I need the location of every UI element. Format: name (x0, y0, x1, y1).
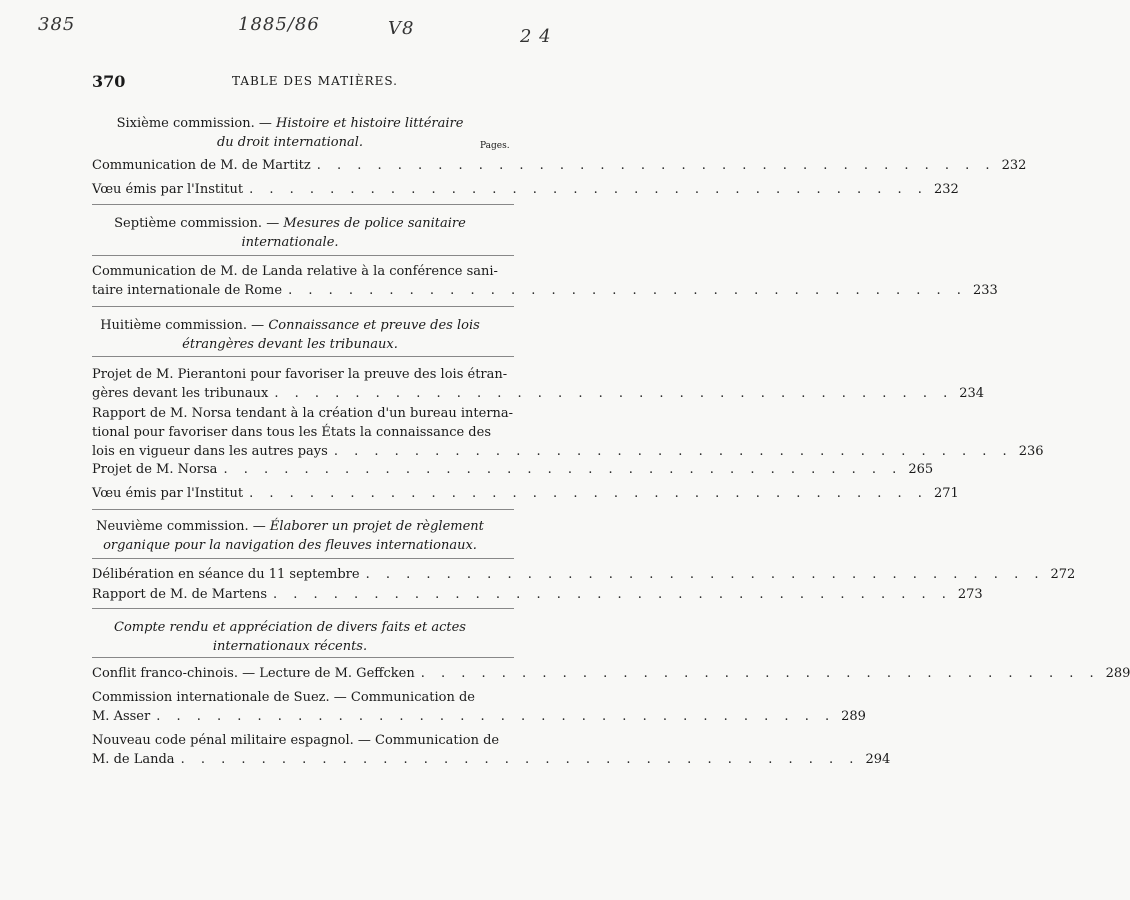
entry-text: gères devant les tribunaux (92, 386, 269, 401)
toc-entry[interactable] (92, 180, 959, 199)
divider (92, 558, 514, 559)
section-prefix: Sixième commission. — (116, 116, 272, 131)
entry-page: 265 (908, 462, 934, 477)
entry-text: Rapport de M. Norsa tendant à la création d'un bureau interna- (92, 406, 514, 421)
section-heading-10 (92, 618, 488, 656)
dot-leader: . . . . . . . . . . . . . . . . . . . . . . . . . . . . . . . . . . (156, 709, 836, 724)
dot-leader: . . . . . . . . . . . . . . . . . . . . . . . . . . . . . . . . . . (274, 386, 954, 401)
toc-entry[interactable] (92, 585, 983, 604)
entry-text: Vœu émis par l'Institut (92, 182, 244, 197)
entry-text: lois en vigueur dans les autres pays (92, 444, 328, 459)
entry-page: 273 (957, 587, 983, 602)
entry-text: Vœu émis par l'Institut (92, 486, 244, 501)
dot-leader: . . . . . . . . . . . . . . . . . . . . . . . . . . . . . . . . . . (420, 666, 1100, 681)
entry-page: 271 (933, 486, 959, 501)
toc-entry[interactable] (92, 664, 1130, 683)
section-title-cont: internationale. (241, 235, 339, 250)
section-heading-9 (92, 517, 488, 555)
pages-label: Pages. (480, 141, 510, 151)
entry-page: 289 (1105, 666, 1130, 681)
dot-leader: . . . . . . . . . . . . . . . . . . . . . . . . . . . . . . . . . . (316, 158, 996, 173)
entry-text: Rapport de M. de Martens (92, 587, 267, 602)
divider (92, 255, 514, 256)
dot-leader: . . . . . . . . . . . . . . . . . . . . . . . . . . . . . . . . . . (365, 567, 1045, 582)
entry-text: Projet de M. Norsa (92, 462, 218, 477)
section-title: Connaissance et preuve des lois (268, 318, 480, 333)
running-head: TABLE DES MATIÈRES. (232, 74, 398, 88)
toc-entry[interactable] (92, 365, 985, 403)
entry-page: 232 (1001, 158, 1027, 173)
dot-leader: . . . . . . . . . . . . . . . . . . . . . . . . . . . . . . . . . . (249, 486, 928, 501)
divider (92, 356, 514, 357)
divider (92, 204, 514, 205)
divider (92, 657, 514, 658)
toc-entry[interactable] (92, 404, 1044, 461)
section-title-cont: organique pour la navigation des fleuves internationaux. (103, 538, 477, 553)
divider (92, 608, 514, 609)
entry-text: M. Asser (92, 709, 151, 724)
toc-entry[interactable] (92, 731, 891, 769)
handwriting-4: 2 4 (520, 26, 552, 47)
section-title: Histoire et histoire littéraire (276, 116, 464, 131)
dot-leader: . . . . . . . . . . . . . . . . . . . . . . . . . . . . . . . . . . (180, 752, 860, 767)
entry-page: 233 (972, 283, 998, 298)
entry-page: 294 (865, 752, 891, 767)
entry-page: 272 (1050, 567, 1076, 582)
entry-text: Communication de M. de Martitz (92, 158, 311, 173)
section-title: Élaborer un projet de règlement (269, 519, 484, 534)
entry-text: Commission internationale de Suez. — Communication de (92, 690, 475, 705)
dot-leader: . . . . . . . . . . . . . . . . . . . . . . . . . . . . . . . . . . (288, 283, 967, 298)
handwriting-2: 1885/86 (238, 14, 320, 35)
section-title: Compte rendu et appréciation de divers faits et actes (114, 620, 466, 635)
section-heading-8 (92, 316, 488, 354)
entry-text: Communication de M. de Landa relative à la conférence sani- (92, 264, 498, 279)
toc-entry[interactable] (92, 460, 934, 479)
toc-entry[interactable] (92, 484, 959, 503)
dot-leader: . . . . . . . . . . . . . . . . . . . . . . . . . . . . . . . . . . (223, 462, 903, 477)
section-title-cont: étrangères devant les tribunaux. (182, 337, 398, 352)
entry-text: Délibération en séance du 11 septembre (92, 567, 360, 582)
entry-text: tional pour favoriser dans tous les États la connaissance des (92, 425, 491, 440)
divider (92, 306, 514, 307)
handwriting-3: V8 (388, 18, 415, 39)
entry-text: taire internationale de Rome (92, 283, 283, 298)
toc-entry[interactable] (92, 156, 1027, 175)
toc-entry[interactable] (92, 688, 866, 726)
entry-page: 234 (959, 386, 985, 401)
handwriting-1: 385 (38, 14, 76, 35)
section-title-cont: internationaux récents. (212, 639, 368, 654)
divider (92, 509, 514, 510)
dot-leader: . . . . . . . . . . . . . . . . . . . . . . . . . . . . . . . . . . (273, 587, 952, 602)
section-heading-7 (92, 214, 488, 252)
entry-text: Nouveau code pénal militaire espagnol. — Communication de (92, 733, 500, 748)
section-heading-6 (92, 114, 488, 152)
toc-entry[interactable] (92, 565, 1076, 584)
entry-text: Conflit franco-chinois. — Lecture de M. Geffcken (92, 666, 415, 681)
entry-page: 236 (1018, 444, 1044, 459)
dot-leader: . . . . . . . . . . . . . . . . . . . . . . . . . . . . . . . . . . (249, 182, 928, 197)
section-prefix: Neuvième commission. — (96, 519, 266, 534)
section-prefix: Septième commission. — (114, 216, 280, 231)
toc-entry[interactable] (92, 262, 998, 300)
dot-leader: . . . . . . . . . . . . . . . . . . . . . . . . . . . . . . . . . . (333, 444, 1013, 459)
page-number: 370 (92, 72, 126, 91)
entry-page: 232 (933, 182, 959, 197)
section-title: Mesures de police sanitaire (283, 216, 466, 231)
section-prefix: Huitième commission. — (100, 318, 265, 333)
entry-text: M. de Landa (92, 752, 175, 767)
section-title-cont: du droit international. (216, 135, 364, 150)
entry-page: 289 (841, 709, 866, 724)
entry-text: Projet de M. Pierantoni pour favoriser la preuve des lois étran- (92, 367, 508, 382)
